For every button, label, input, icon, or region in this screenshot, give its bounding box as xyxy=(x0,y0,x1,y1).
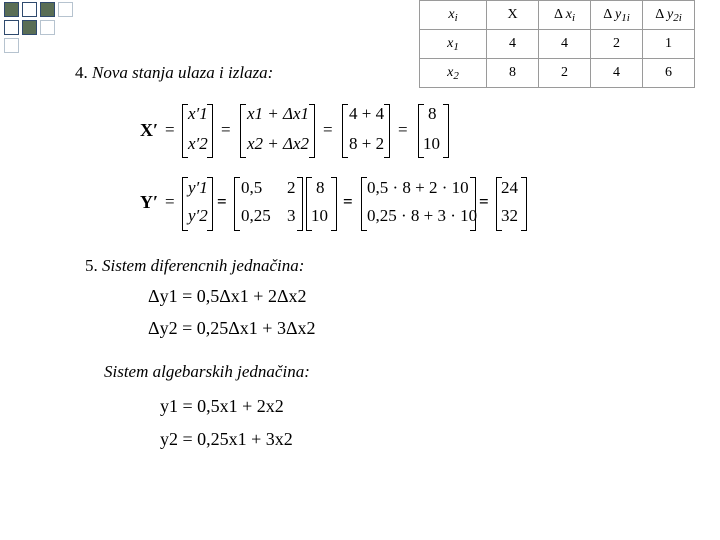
decor-square-7 xyxy=(40,20,55,35)
matrix-y-label: Y′ xyxy=(140,192,159,212)
bracket xyxy=(521,177,527,231)
bracket xyxy=(234,177,240,231)
difference-equation-1: Δy1 = 0,5Δx1 + 2Δx2 xyxy=(148,286,307,306)
equals-sign: = xyxy=(479,192,489,211)
table-header-row xyxy=(420,1,695,30)
matrix-y-c2: 0,25 · 8 + 3 · 10 xyxy=(367,206,478,225)
equals-sign: = xyxy=(165,120,175,139)
algebraic-heading: Sistem algebarskih jednačina: xyxy=(104,362,310,381)
bracket xyxy=(331,177,337,231)
table-header-cell: $x_i$ xyxy=(420,1,487,30)
equals-sign: = xyxy=(217,192,227,211)
matrix-x-r2: 10 xyxy=(423,134,440,153)
bracket xyxy=(443,104,449,158)
table-header-cell: Δ $y_{1i}$ xyxy=(591,1,643,30)
equals-sign: = xyxy=(398,120,408,139)
table-row-var: $x_2$ xyxy=(420,59,487,88)
equals-sign: = xyxy=(165,192,175,211)
table-cell: 2 xyxy=(591,30,643,59)
bracket xyxy=(207,104,213,158)
table-cell: 4 xyxy=(591,59,643,88)
algebraic-equation-1: y1 = 0,5x1 + 2x2 xyxy=(160,396,284,416)
table-row xyxy=(420,30,695,59)
decor-square-6 xyxy=(58,2,73,17)
section-5-title: Sistem diferencnih jednačina: xyxy=(102,256,305,275)
matrix-y-v1: y′1 xyxy=(188,178,208,197)
decor-square-8 xyxy=(4,38,19,53)
section-5-number: 5. xyxy=(85,256,98,275)
matrix-y-v2: y′2 xyxy=(188,206,208,225)
equals-sign: = xyxy=(323,120,333,139)
matrix-y-x2: 10 xyxy=(311,206,328,225)
decor-square-2 xyxy=(22,2,37,17)
matrix-y-a12: 2 xyxy=(287,178,296,197)
matrix-x-v1: x′1 xyxy=(188,104,208,123)
decor-square-1 xyxy=(4,2,19,17)
bracket xyxy=(240,104,246,158)
table-cell: 8 xyxy=(487,59,539,88)
table-header-cell: Δ $y_{2i}$ xyxy=(643,1,695,30)
values-table xyxy=(419,0,695,88)
section-5-heading xyxy=(85,256,304,276)
table-header-cell: X xyxy=(487,1,539,30)
section-4-heading xyxy=(75,63,273,83)
section-4-number: 4. xyxy=(75,63,88,82)
matrix-y-r2: 32 xyxy=(501,206,518,225)
matrix-y-c1: 0,5 · 8 + 2 · 10 xyxy=(367,178,469,197)
bracket xyxy=(207,177,213,231)
table-header-cell: Δ $x_i$ xyxy=(539,1,591,30)
table-cell: 2 xyxy=(539,59,591,88)
equals-sign: = xyxy=(343,192,353,211)
difference-equation-2: Δy2 = 0,25Δx1 + 3Δx2 xyxy=(148,318,316,338)
matrix-x-n1: 4 + 4 xyxy=(349,104,385,123)
matrix-x-label: X′ xyxy=(140,120,159,140)
matrix-y-r1: 24 xyxy=(501,178,518,197)
section-4-title: Nova stanja ulaza i izlaza: xyxy=(92,63,274,82)
table-cell: 4 xyxy=(539,30,591,59)
table-cell: 1 xyxy=(643,30,695,59)
decor-square-3 xyxy=(40,2,55,17)
equals-sign: = xyxy=(221,120,231,139)
decor-square-5 xyxy=(22,20,37,35)
bracket xyxy=(309,104,315,158)
matrix-x-r1: 8 xyxy=(428,104,437,123)
matrix-x-e2: x2 + Δx2 xyxy=(247,134,310,153)
table-cell: 6 xyxy=(643,59,695,88)
table-cell: 4 xyxy=(487,30,539,59)
matrix-y-a11: 0,5 xyxy=(241,178,263,197)
matrix-x-n2: 8 + 2 xyxy=(349,134,385,153)
table-row-var: $x_1$ xyxy=(420,30,487,59)
algebraic-equation-2: y2 = 0,25x1 + 3x2 xyxy=(160,429,293,449)
bracket xyxy=(384,104,390,158)
matrix-y-a21: 0,25 xyxy=(241,206,271,225)
table-row xyxy=(420,59,695,88)
decor-square-4 xyxy=(4,20,19,35)
bracket xyxy=(342,104,348,158)
matrix-y-a22: 3 xyxy=(287,206,296,225)
matrix-y-x1: 8 xyxy=(316,178,325,197)
bracket xyxy=(297,177,303,231)
matrix-x-v2: x′2 xyxy=(188,134,208,153)
bracket xyxy=(470,177,476,231)
matrix-x-e1: x1 + Δx1 xyxy=(247,104,310,123)
